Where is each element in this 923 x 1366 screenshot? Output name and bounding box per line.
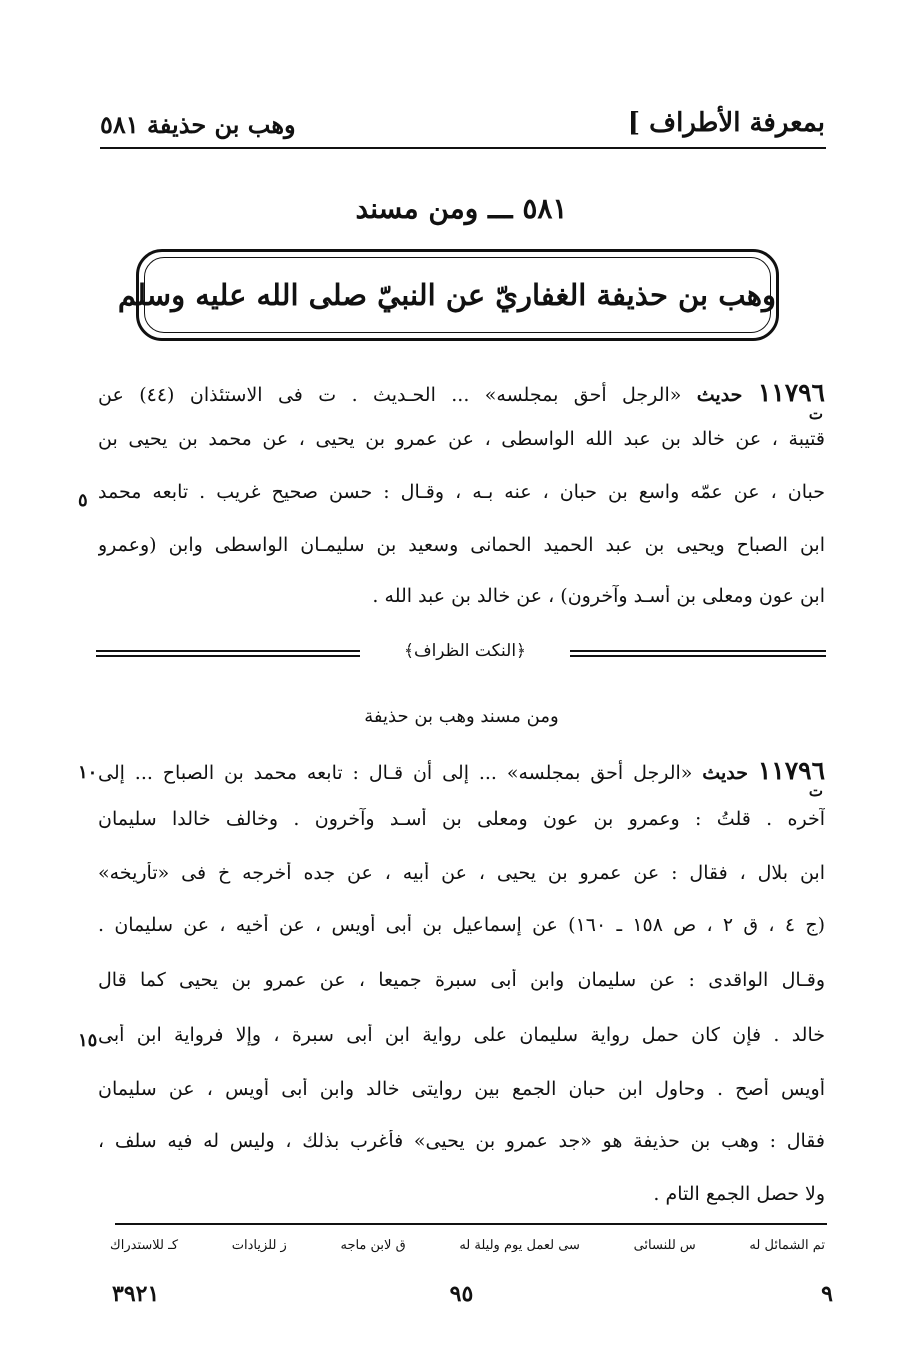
nukat-keyword: حديث — [702, 762, 748, 784]
line-number-5: ٥ — [78, 490, 88, 511]
abbr-nasai: س للنسائى — [633, 1238, 696, 1253]
abbr-shamail: تم الشمائل له — [749, 1238, 825, 1253]
nukat-line-1 — [98, 756, 825, 785]
nukat-line-2-text: آخره . قلتُ : وعمرو بن عون ومعلى بن أسـد وآخرون . وخالف خالدا سليمان — [98, 808, 825, 830]
nukat-siglum: ت — [808, 782, 823, 800]
nukat-subheading: ومن مسند وهب بن حذيفة — [364, 706, 559, 727]
hadith-number: ١١٧٩٦ — [757, 378, 825, 407]
nukat-line-8-text: فقال : وهب بن حذيفة هو «جد عمرو بن يحيى» فأغرب بذلك ، وليس له فيه سلف ، — [98, 1130, 825, 1152]
nukat-line-7-text: أويس أصح . وحاول ابن حبان الجمع بين روايتى خالد وابن أبى أويس ، عن سليمان — [98, 1078, 825, 1100]
hadith-line-3 — [98, 481, 825, 503]
nukat-line-2 — [98, 808, 825, 830]
nukat-line-4 — [98, 914, 825, 936]
sequence-number: ٣٩٢١ — [112, 1281, 160, 1307]
nukat-line-8 — [98, 1130, 825, 1152]
nukat-label: ﴿النكت الظراف﴾ — [360, 640, 570, 661]
header-rule — [100, 147, 826, 149]
nukat-line-5 — [98, 969, 825, 991]
abbr-istidrak: كـ للاستدراك — [110, 1238, 179, 1253]
hadith-line-3-text: حبان ، عن عمّه واسع بن حبان ، عنه بـه ، وقـال : حسن صحيح غريب . تابعه محمد — [98, 481, 825, 503]
hadith-line-2-text: قتيبة ، عن خالد بن عبد الله الواسطى ، عن عمرو بن يحيى ، عن محمد بن يحيى بن — [98, 428, 825, 450]
running-header-entry: وهب بن حذيفة ٥٨١ — [100, 110, 296, 139]
hadith-line-5 — [98, 585, 825, 607]
page-number: ٩٥ — [449, 1281, 474, 1307]
running-header-title: بمعرفة الأطراف ] — [627, 108, 825, 138]
section-frame-text: وهب بن حذيفة الغفاريّ عن النبيّ صلى الله عليه وسلم — [117, 278, 776, 312]
nukat-line-7 — [98, 1078, 825, 1100]
footer-rule — [115, 1223, 827, 1225]
abbr-ibn-majah: ق لابن ماجه — [340, 1238, 406, 1253]
nukat-line-3-text: ابن بلال ، فقال : عن عمرو بن يحيى ، عن أبيه ، عن جده أخرجه خ فى «تأريخه» — [98, 862, 825, 884]
line-number-10: ١٠ — [78, 762, 98, 783]
nukat-number: ١١٧٩٦ — [757, 756, 825, 785]
hadith-line-4 — [98, 534, 825, 556]
hadith-line-1 — [98, 378, 825, 407]
hadith-line-4-text: ابن الصباح ويحيى بن عبد الحميد الحمانى وسعيد بن سليمـان الواسطى وابن (وعمرو — [98, 534, 825, 556]
section-frame — [117, 249, 779, 341]
nukat-line-9-text: ولا حصل الجمع التام . — [653, 1183, 825, 1205]
line-number-15: ١٥ — [78, 1030, 98, 1051]
abbr-amal-yawm: سى لعمل يوم وليلة له — [459, 1238, 580, 1253]
hadith-siglum: ت — [808, 405, 823, 423]
nukat-line-1-text: «الرجل أحق بمجلسه» ... إلى أن قـال : تابعه محمد بن الصباح ... إلى — [98, 762, 703, 784]
hadith-line-1-text: «الرجل أحق بمجلسه» ... الحـديث . ت فى الاستئذان (٤٤) عن — [98, 384, 697, 406]
nukat-line-4-text: (ج ٤ ، ق ٢ ، ص ١٥٨ ـ ١٦٠) عن إسماعيل بن أبى أويس ، عن أخيه ، عن سليمان . — [98, 914, 825, 936]
nukat-line-5-text: وقـال الواقدى : عن سليمان وابن أبى سبرة جميعا ، عن عمرو بن يحيى كما قال — [98, 969, 825, 991]
nukat-line-6-text: خالد . فإن كان حمل رواية سليمان على رواية ابن أبى سبرة ، وإلا فرواية ابن أبى — [98, 1024, 825, 1046]
section-title: ٥٨١ ـــ ومن مسند — [355, 192, 568, 225]
hadith-line-5-text: ابن عون ومعلى بن أسـد وآخرون) ، عن خالد بن عبد الله . — [372, 585, 825, 607]
nukat-line-6 — [98, 1024, 825, 1046]
hadith-keyword: حديث — [696, 384, 743, 406]
hadith-line-2 — [98, 428, 825, 450]
nukat-line-3 — [98, 862, 825, 884]
abbr-ziyadat: ز للزيادات — [231, 1238, 287, 1253]
abbreviation-key — [110, 1238, 825, 1253]
volume-number: ٩ — [821, 1281, 833, 1307]
nukat-line-9 — [98, 1183, 825, 1205]
